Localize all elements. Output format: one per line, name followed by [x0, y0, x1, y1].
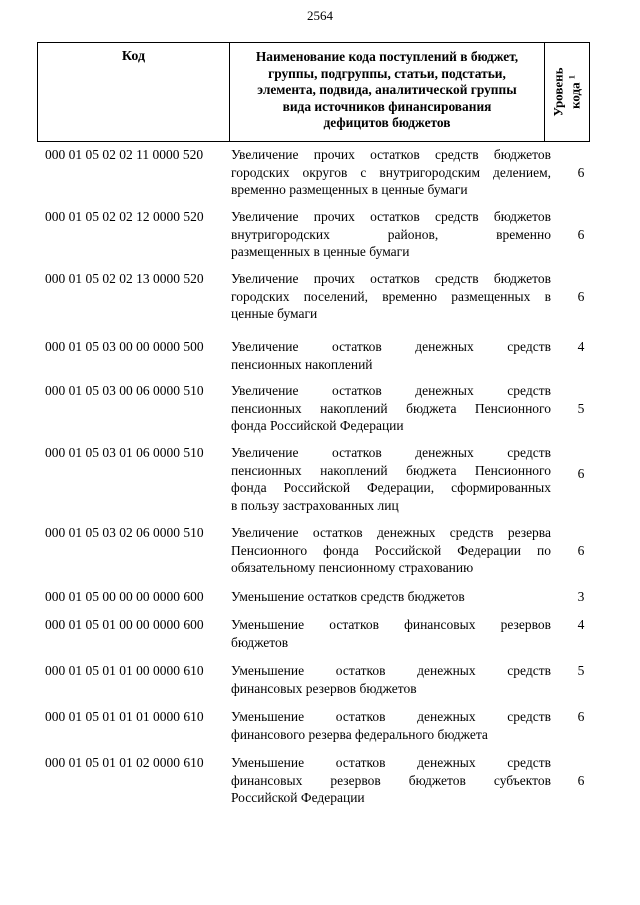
row-code: 000 01 05 01 01 00 0000 610 — [45, 663, 204, 678]
row-level: 6 — [577, 465, 585, 481]
row-name-line: пенсионных накоплений бюджета Пенсионного — [231, 462, 551, 478]
row-name-line: внутригородских районов, временно — [231, 226, 551, 242]
row-name-line: Пенсионного фонда Российской Федерации по — [231, 542, 551, 558]
row-code: 000 01 05 02 02 13 0000 520 — [45, 271, 204, 286]
row-level: 6 — [577, 164, 585, 180]
row-code: 000 01 05 01 01 01 0000 610 — [45, 709, 204, 724]
header-name-line: группы, подгруппы, статьи, подстатьи, — [268, 65, 506, 81]
row-level: 6 — [577, 709, 585, 724]
row-level: 6 — [577, 226, 585, 242]
header-level — [545, 43, 589, 141]
row-name-line: Уменьшение остатков денежных средств — [231, 663, 551, 678]
row-name-line: бюджетов — [231, 634, 289, 650]
row-code: 000 01 05 03 00 06 0000 510 — [45, 383, 204, 398]
row-name — [231, 588, 551, 606]
row-name-line: городских округов с внутригородским делением, — [231, 164, 551, 180]
row-code: 000 01 05 00 00 00 0000 600 — [45, 589, 204, 604]
row-name-line: финансового резерва федерального бюджета — [231, 726, 488, 742]
row-name-line: Уменьшение остатков средств бюджетов — [231, 589, 465, 604]
row-name-line: временно размещенных в ценные бумаги — [231, 182, 468, 197]
row-name-line: Увеличение остатков денежных средств — [231, 339, 551, 354]
row-name — [231, 616, 551, 651]
row-name-line: Увеличение прочих остатков средств бюджетов — [231, 271, 551, 286]
row-name-line: пенсионных накоплений бюджета Пенсионного — [231, 400, 551, 416]
row-level: 3 — [577, 589, 585, 604]
row-name — [231, 208, 551, 261]
row-code: 000 01 05 03 00 00 0000 500 — [45, 339, 204, 354]
header-level-text — [551, 67, 582, 116]
row-code: 000 01 05 01 01 02 0000 610 — [45, 755, 204, 770]
footnote-marker: 1 — [567, 75, 577, 80]
header-code: Код — [38, 43, 230, 141]
header-level-line2: кода $^1$ — [567, 75, 583, 109]
header-level-line1: Уровень — [550, 67, 566, 117]
row-name-line: Увеличение остатков денежных средств резерва — [231, 525, 551, 540]
row-name — [231, 708, 551, 743]
row-name — [231, 524, 551, 577]
row-name — [231, 662, 551, 697]
row-level: 5 — [577, 400, 585, 416]
row-name-line: пенсионных накоплений — [231, 356, 373, 372]
row-level: 6 — [577, 772, 585, 788]
row-name-line: ценные бумаги — [231, 306, 318, 321]
row-name-line: фонда Российской Федерации — [231, 418, 404, 433]
row-name-line: Уменьшение остатков финансовых резервов — [231, 617, 551, 632]
row-name — [231, 338, 551, 373]
header-name-line: вида источников финансирования — [282, 98, 492, 114]
header-name-line: Наименование кода поступлений в бюджет, — [255, 49, 519, 64]
row-name-line: Увеличение прочих остатков средств бюджетов — [231, 147, 551, 162]
row-name-line: фонда Российской Федерации, сформированных — [231, 480, 551, 495]
row-name — [231, 754, 551, 807]
row-name-line: Увеличение остатков денежных средств — [231, 383, 551, 398]
row-name-line: Уменьшение остатков денежных средств — [231, 755, 551, 770]
row-level: 6 — [577, 542, 585, 558]
header-name-line: элемента, подвида, аналитической группы — [257, 82, 517, 98]
row-code: 000 01 05 03 01 06 0000 510 — [45, 445, 204, 460]
row-name-line: Увеличение остатков денежных средств — [231, 445, 551, 460]
row-name-line: Увеличение прочих остатков средств бюджетов — [231, 209, 551, 224]
row-name-line: Российской Федерации — [231, 790, 365, 805]
header-name-line: дефицитов бюджетов — [323, 115, 451, 131]
row-level: 6 — [577, 288, 585, 304]
table-header — [37, 42, 590, 142]
row-name-line: обязательному пенсионному страхованию — [231, 560, 474, 575]
row-code: 000 01 05 03 02 06 0000 510 — [45, 525, 204, 540]
row-name — [231, 444, 551, 514]
row-name-line: городских поселений, временно размещенных в — [231, 288, 551, 304]
row-name — [231, 270, 551, 323]
row-code: 000 01 05 01 00 00 0000 600 — [45, 617, 204, 632]
row-name — [231, 146, 551, 199]
header-name — [230, 43, 545, 141]
row-level: 4 — [577, 617, 585, 632]
row-code: 000 01 05 02 02 11 0000 520 — [45, 147, 204, 162]
row-name-line: финансовых резервов бюджетов — [231, 680, 417, 696]
row-name-line: размещенных в ценные бумаги — [231, 244, 410, 259]
row-name-line: Уменьшение остатков денежных средств — [231, 709, 551, 724]
row-level: 4 — [577, 339, 585, 354]
row-name — [231, 382, 551, 435]
row-level: 5 — [577, 663, 585, 678]
row-code: 000 01 05 02 02 12 0000 520 — [45, 209, 204, 224]
row-name-line: финансовых резервов бюджетов субъектов — [231, 772, 551, 788]
row-name-line: в пользу застрахованных лиц — [231, 497, 399, 513]
page-number: 2564 — [307, 8, 333, 23]
